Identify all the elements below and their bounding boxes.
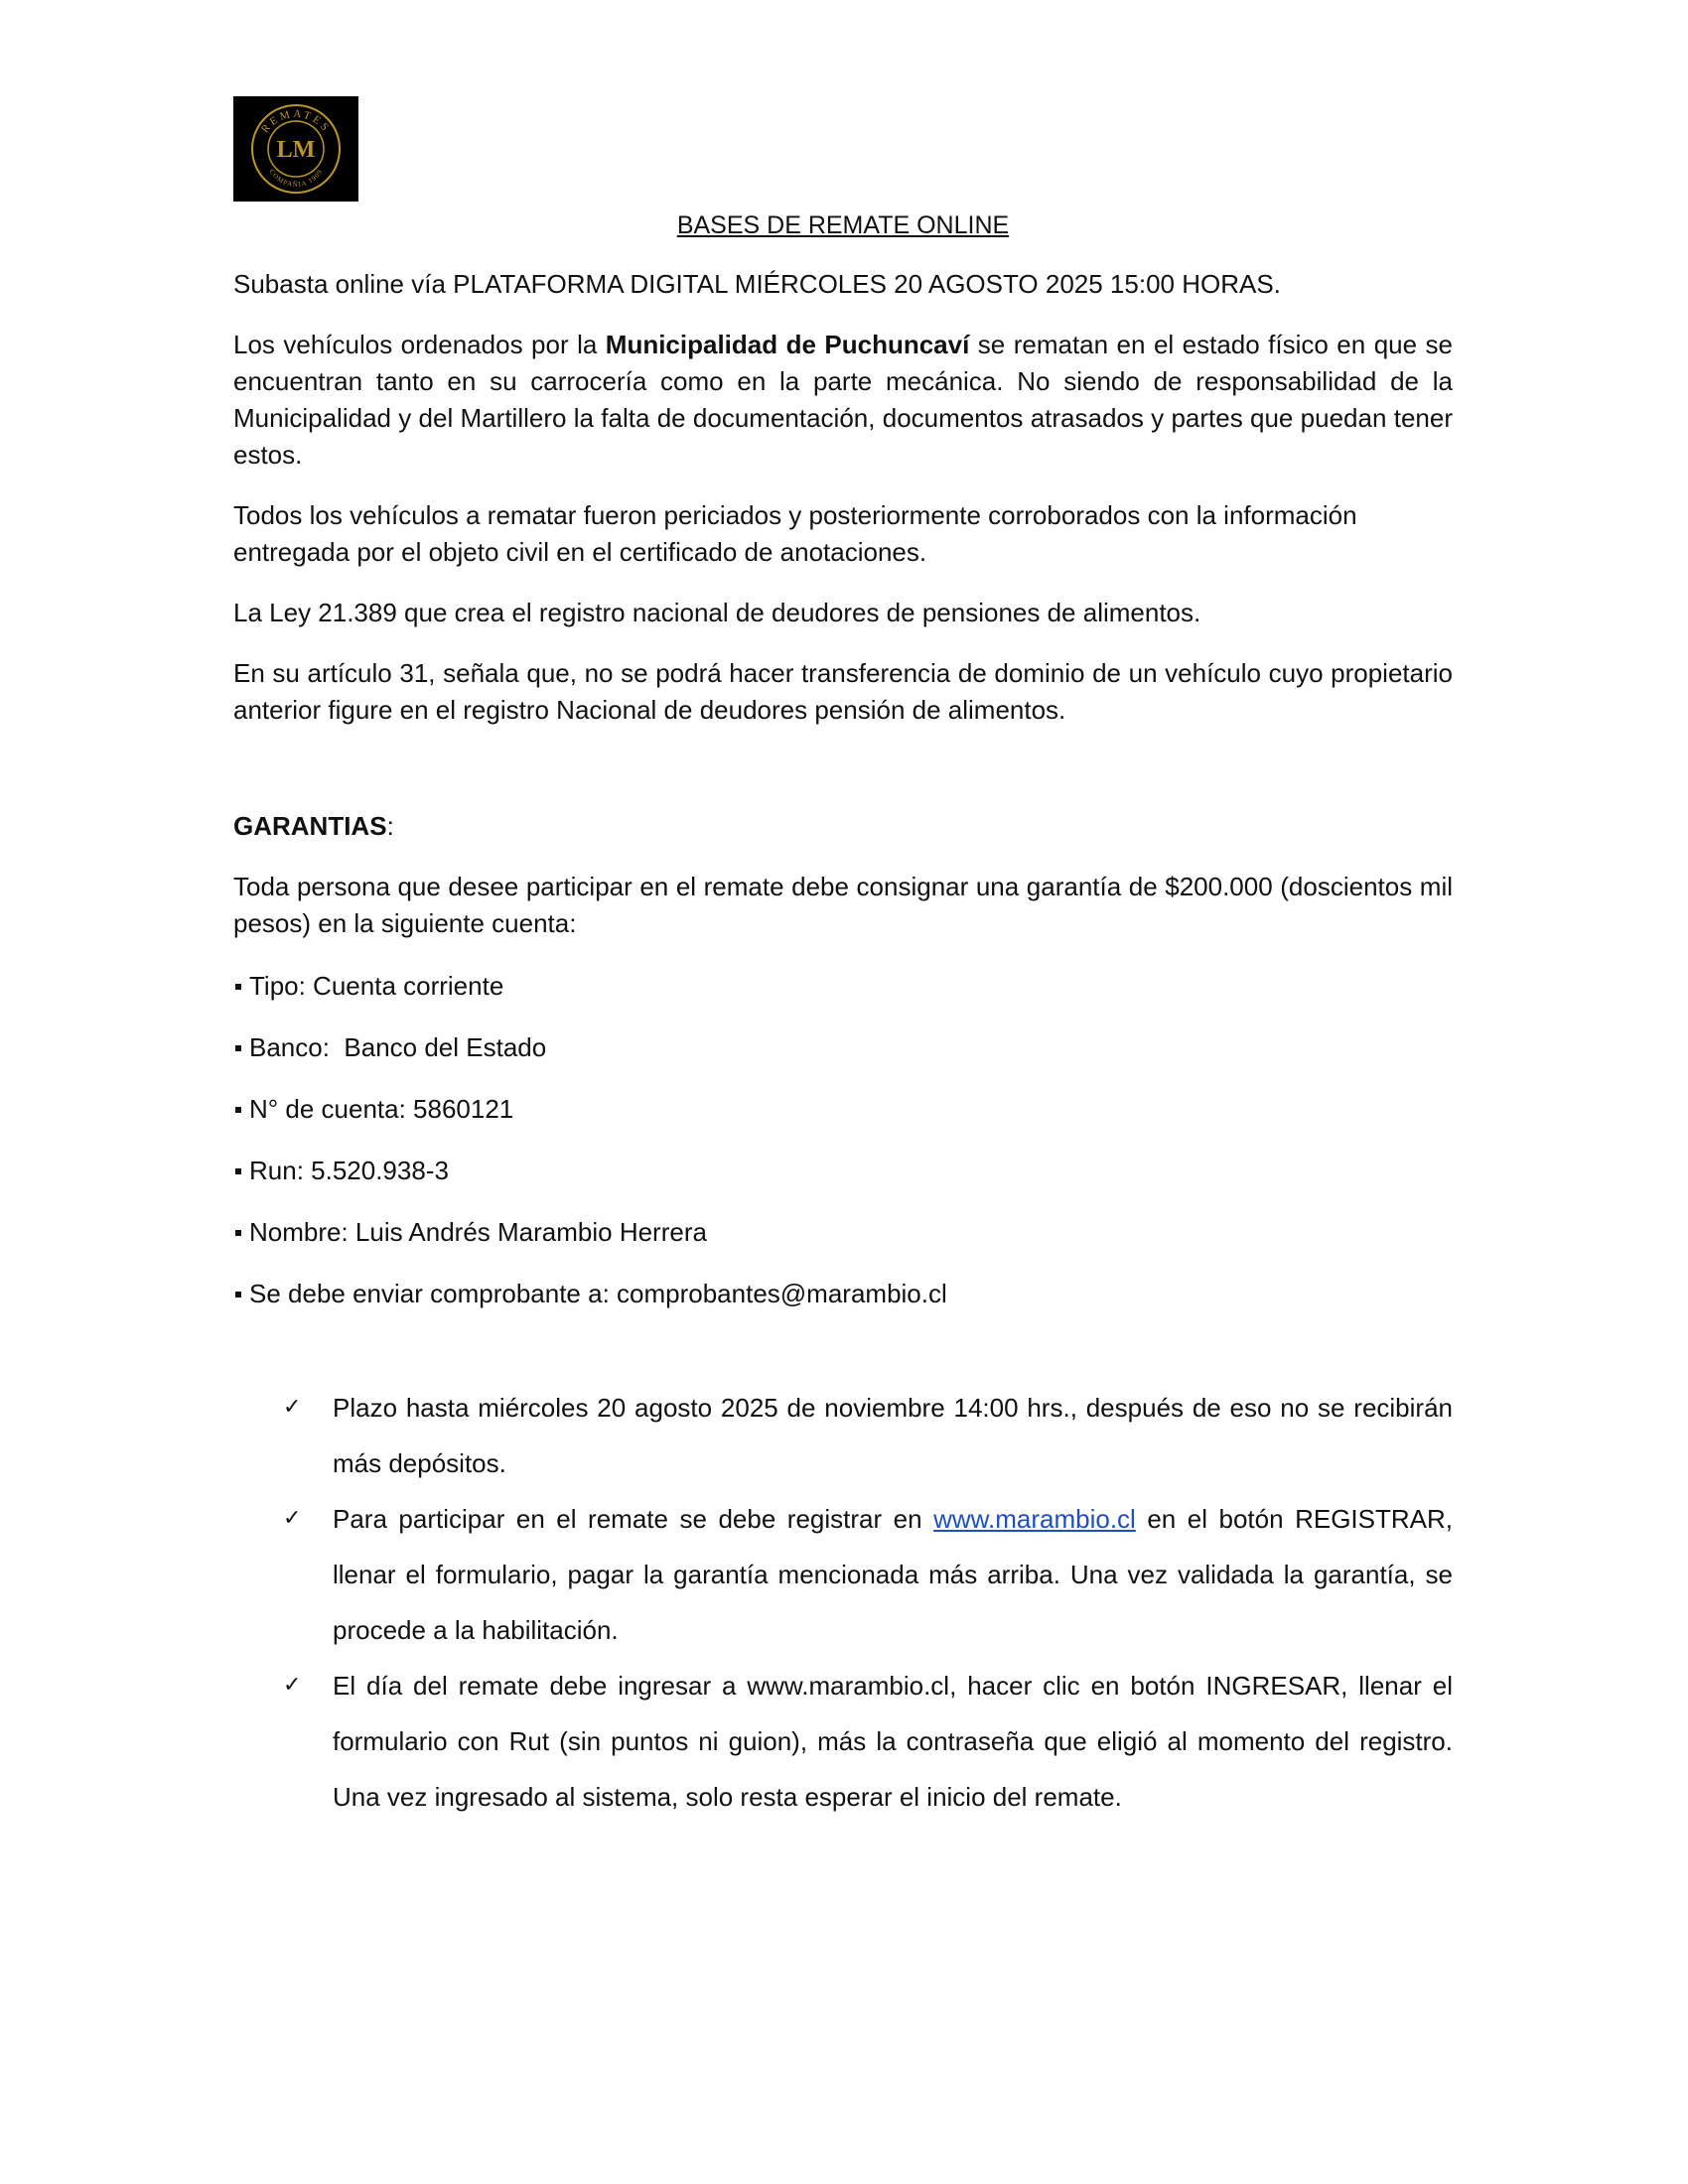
company-logo: [233, 96, 358, 202]
checklist-item-deadline: [283, 1380, 1453, 1491]
checkmark-icon: ✓: [283, 1506, 302, 1531]
logo-arc-text: REMATES: [259, 107, 334, 136]
square-bullet-icon: [235, 1045, 241, 1051]
list-item: [233, 968, 1453, 1005]
list-item: [233, 1214, 1453, 1251]
checklist-item-text: Plazo hasta miércoles 20 agosto 2025 de noviembre 14:00 hrs., después de eso no se recibirán más depósitos.: [333, 1393, 1453, 1478]
list-item-text: Run: 5.520.938-3: [249, 1156, 449, 1185]
checklist-item-text: El día del remate debe ingresar a www.marambio.cl, hacer clic en botón INGRESAR, llenar el formulario con Rut (sin puntos ni guion), más la contraseña que eligió al momento del registro. Una vez ingresado al sistema, solo resta esperar el inicio del remate.: [333, 1671, 1453, 1812]
paragraph-text: se rematan en el estado físico en que se encuentran tanto en su carrocería como en la parte mecánica. No siendo de responsabilidad de la Municipalidad y del Martillero la falta de documentación, documentos atrasados y partes que puedan tener estos.: [233, 330, 1453, 470]
account-details-list: [233, 968, 1453, 1312]
marambio-link[interactable]: www.marambio.cl: [933, 1504, 1136, 1534]
paragraph-vehicles-condition: [233, 327, 1453, 474]
svg-text:COMPAÑIA 1909: [267, 168, 324, 189]
instructions-checklist: [233, 1380, 1453, 1825]
list-item: [233, 1029, 1453, 1066]
square-bullet-icon: [235, 1230, 241, 1236]
square-bullet-icon: [235, 1168, 241, 1174]
list-item: [233, 1153, 1453, 1189]
paragraph-text: Los vehículos ordenados por la: [233, 330, 606, 359]
list-item-text: Tipo: Cuenta corriente: [249, 971, 504, 1001]
municipality-name: Municipalidad de Puchuncaví: [605, 330, 970, 359]
list-item: [233, 1091, 1453, 1128]
garantias-heading-label: GARANTIAS: [233, 811, 387, 841]
list-item: [233, 1276, 1453, 1312]
square-bullet-icon: [235, 1292, 241, 1297]
logo-emblem: [233, 96, 358, 202]
square-bullet-icon: [235, 1107, 241, 1113]
garantias-heading: [233, 808, 1453, 845]
paragraph-law: La Ley 21.389 que crea el registro nacional de deudores de pensiones de alimentos.: [233, 598, 1201, 627]
checklist-item-register: [283, 1491, 1453, 1658]
garantias-heading-colon: :: [386, 811, 394, 841]
document-page: [233, 96, 1453, 1825]
garantias-text: Toda persona que desee participar en el remate debe consignar una garantía de $200.000 (doscientos mil pesos) en la siguiente cuenta:: [233, 872, 1453, 938]
checklist-text-after: en el botón REGISTRAR, llenar el formulario, pagar la garantía mencionada más arriba. Una vez validada la garantía, se procede a la habilitación.: [333, 1504, 1453, 1645]
list-item-text: Banco: Banco del Estado: [249, 1032, 547, 1062]
checklist-item-login: [283, 1658, 1453, 1825]
logo-monogram: LM: [276, 137, 316, 163]
logo-bottom-text: COMPAÑIA 1909: [267, 167, 325, 190]
checkmark-icon: ✓: [283, 1673, 302, 1698]
list-item-text: Nombre: Luis Andrés Marambio Herrera: [249, 1217, 707, 1247]
document-title: BASES DE REMATE ONLINE: [676, 211, 1010, 239]
intro-line: Subasta online vía PLATAFORMA DIGITAL MIÉRCOLES 20 AGOSTO 2025 15:00 HORAS.: [233, 269, 1281, 299]
checkmark-icon: ✓: [283, 1395, 302, 1420]
square-bullet-icon: [235, 984, 241, 990]
checklist-text-before: Para participar en el remate se debe registrar en: [333, 1504, 934, 1534]
paragraph-appraisal: Todos los vehículos a rematar fueron periciados y posteriormente corroborados con la información entregada por el objeto civil en el certificado de anotaciones.: [233, 500, 1357, 567]
checklist-item-text: [333, 1491, 1453, 1658]
paragraph-article-31: En su artículo 31, señala que, no se podrá hacer transferencia de dominio de un vehículo cuyo propietario anterior figure en el registro Nacional de deudores pensión de alimentos.: [233, 658, 1453, 725]
list-item-text: Se debe enviar comprobante a: comprobantes@marambio.cl: [249, 1279, 947, 1308]
list-item-text: N° de cuenta: 5860121: [249, 1094, 514, 1124]
